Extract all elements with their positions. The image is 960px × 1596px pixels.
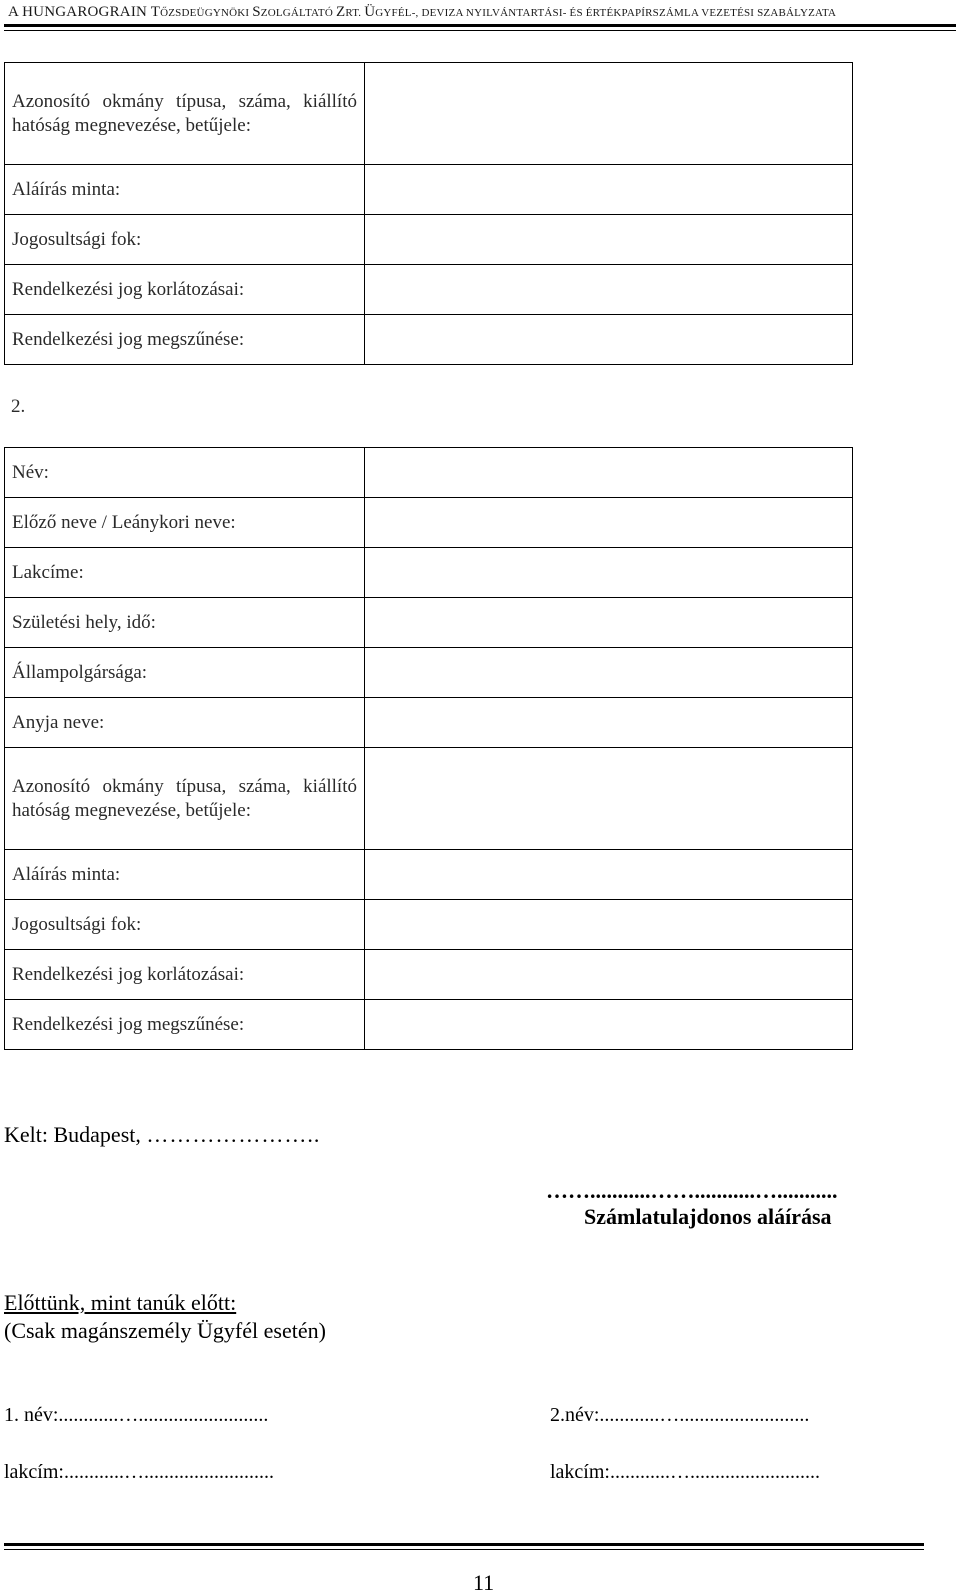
field-value-termination[interactable]	[365, 315, 853, 365]
table-row	[5, 215, 853, 265]
field-label-citizenship: Állampolgársága:	[5, 648, 365, 698]
table-row	[5, 698, 853, 748]
field-value-id-document[interactable]	[365, 63, 853, 165]
date-place-label: Kelt: Budapest,	[4, 1122, 147, 1147]
table-row	[5, 63, 853, 165]
table-row	[5, 1000, 853, 1050]
field-value-address[interactable]	[365, 548, 853, 598]
date-place-blank[interactable]: …………………..	[146, 1122, 321, 1147]
field-label-id-document: Azonosító okmány típusa, száma, kiállító hatóság megnevezése, betűjele:	[5, 748, 365, 850]
table-row	[5, 165, 853, 215]
field-label-termination: Rendelkezési jog megszűnése:	[5, 315, 365, 365]
witnesses-note: (Csak magánszemély Ügyfél esetén)	[4, 1318, 326, 1343]
table-row	[5, 448, 853, 498]
field-value-restrictions[interactable]	[365, 265, 853, 315]
field-label-authority-level: Jogosultsági fok:	[5, 900, 365, 950]
table-row	[5, 498, 853, 548]
field-label-restrictions: Rendelkezési jog korlátozásai:	[5, 265, 365, 315]
witness-2-name-field[interactable]: 2.név:............…..........................	[550, 1404, 810, 1426]
table-row	[5, 850, 853, 900]
field-value-signature-sample[interactable]	[365, 165, 853, 215]
witness-1-address-field[interactable]: lakcím:............…..........................	[4, 1461, 274, 1483]
field-value-authority-level[interactable]	[365, 215, 853, 265]
signatory-2-table	[4, 447, 853, 1050]
witness-1-name-field[interactable]: 1. név:............…..........................	[4, 1404, 269, 1426]
field-value-signature-sample[interactable]	[365, 850, 853, 900]
table-row	[5, 315, 853, 365]
field-label-termination: Rendelkezési jog megszűnése:	[5, 1000, 365, 1050]
field-value-restrictions[interactable]	[365, 950, 853, 1000]
page-number: 11	[473, 1570, 495, 1595]
field-value-mother-name[interactable]	[365, 698, 853, 748]
field-value-termination[interactable]	[365, 1000, 853, 1050]
field-value-birth-place-date[interactable]	[365, 598, 853, 648]
footer-rule-thick	[4, 1543, 924, 1546]
table-row	[5, 548, 853, 598]
field-label-address: Lakcíme:	[5, 548, 365, 598]
witnesses-heading: Előttünk, mint tanúk előtt:	[4, 1290, 237, 1315]
signatory-1-table-continued	[4, 62, 853, 365]
field-value-authority-level[interactable]	[365, 900, 853, 950]
field-label-mother-name: Anyja neve:	[5, 698, 365, 748]
table-row	[5, 648, 853, 698]
signature-label: Számlatulajdonos aláírása	[584, 1204, 832, 1229]
signature-line[interactable]: ……...........……...........…...........	[546, 1178, 838, 1203]
date-place-line	[4, 1122, 320, 1148]
header-rule-thin	[4, 30, 956, 31]
field-label-id-document: Azonosító okmány típusa, száma, kiállító hatóság megnevezése, betűjele:	[5, 63, 365, 165]
section-number: 2.	[11, 396, 26, 417]
field-label-signature-sample: Aláírás minta:	[5, 165, 365, 215]
witness-2-address-field[interactable]: lakcím:............…..........................	[550, 1461, 820, 1483]
document-header-title: A HUNGAROGRAIN TŐZSDEÜGYNÖKI SZOLGÁLTATÓ ZRT. ÜGYFÉL-, DEVIZA NYILVÁNTARTÁSI- ÉS ÉRTÉKPAPÍRSZÁMLA VEZETÉSI SZABÁLYZATA	[8, 4, 837, 20]
field-value-name[interactable]	[365, 448, 853, 498]
field-label-restrictions: Rendelkezési jog korlátozásai:	[5, 950, 365, 1000]
footer-rule-thin	[4, 1549, 924, 1550]
table-row	[5, 950, 853, 1000]
field-value-previous-name[interactable]	[365, 498, 853, 548]
field-label-previous-name: Előző neve / Leánykori neve:	[5, 498, 365, 548]
field-label-authority-level: Jogosultsági fok:	[5, 215, 365, 265]
field-label-signature-sample: Aláírás minta:	[5, 850, 365, 900]
field-label-name: Név:	[5, 448, 365, 498]
table-row	[5, 900, 853, 950]
table-row	[5, 265, 853, 315]
field-value-citizenship[interactable]	[365, 648, 853, 698]
table-row	[5, 748, 853, 850]
field-value-id-document[interactable]	[365, 748, 853, 850]
table-row	[5, 598, 853, 648]
header-rule-thick	[4, 24, 956, 27]
field-label-birth-place-date: Születési hely, idő:	[5, 598, 365, 648]
